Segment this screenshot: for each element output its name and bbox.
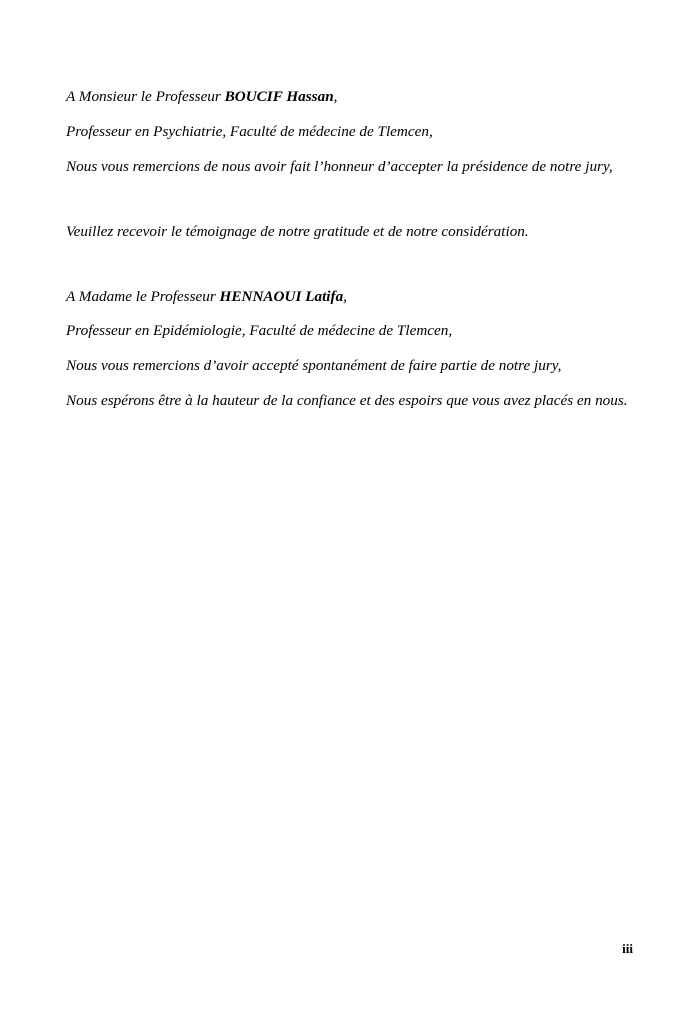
salutation-suffix: , — [343, 288, 347, 305]
professor-title: Professeur en Psychiatrie, Faculté de médecine de Tlemcen, — [66, 123, 433, 140]
closing-paragraph: Nous espérons être à la hauteur de la confiance et des espoirs que vous avez placés en nous. — [66, 392, 628, 409]
salutation-line-2 — [66, 286, 347, 308]
page-number: iii — [622, 941, 633, 956]
salutation-suffix: , — [333, 88, 338, 105]
salutation-line-1 — [66, 86, 337, 108]
salutation-prefix: A Monsieur le Professeur — [66, 88, 225, 105]
thanks-paragraph: Nous vous remercions de nous avoir fait l’honneur d’accepter la présidence de notre jury, — [66, 158, 613, 175]
professor-title: Professeur en Epidémiologie, Faculté de médecine de Tlemcen, — [66, 322, 453, 339]
thanks-paragraph: Nous vous remercions d’avoir accepté spontanément de faire partie de notre jury, — [66, 357, 562, 374]
closing-paragraph: Veuillez recevoir le témoignage de notre gratitude et de notre considération. — [66, 223, 529, 240]
professor-name: BOUCIF Hassan — [224, 88, 334, 105]
salutation-prefix: A Madame le Professeur — [66, 288, 220, 305]
professor-name: HENNAOUI Latifa — [219, 288, 344, 305]
